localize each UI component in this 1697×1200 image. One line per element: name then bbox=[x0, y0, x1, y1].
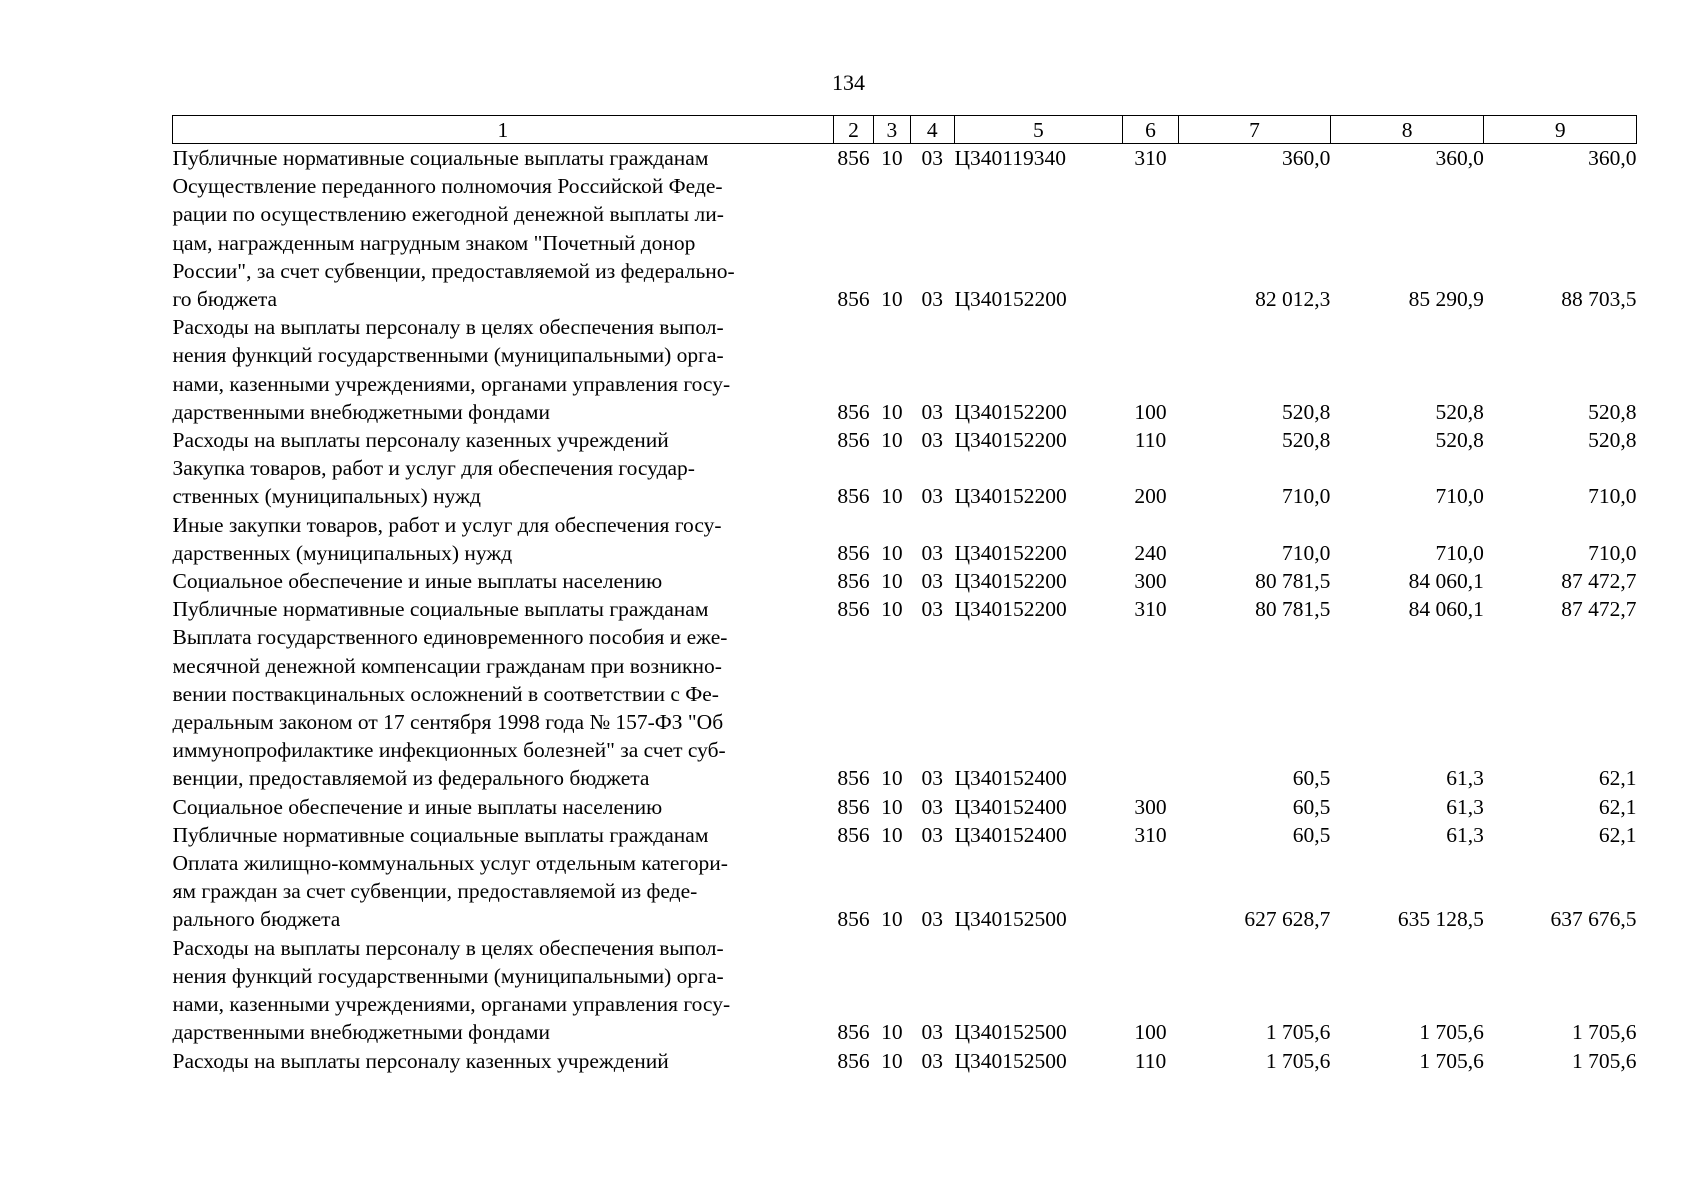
budget-table bbox=[172, 115, 1637, 1075]
code-target-article: Ц340152200 bbox=[954, 540, 1067, 565]
description-line: Выплата государственного единовременного пособия и еже- bbox=[172, 625, 728, 650]
table-row bbox=[173, 426, 1637, 454]
code-ministry: 856 bbox=[837, 1048, 870, 1073]
description-line: Публичные нормативные социальные выплаты гражданам bbox=[172, 822, 709, 847]
code-section: 10 bbox=[881, 399, 903, 424]
code-expense-type: 100 bbox=[1134, 1020, 1167, 1045]
amount-year-3: 520,8 bbox=[1588, 399, 1637, 424]
code-expense-type: 110 bbox=[1134, 1048, 1167, 1073]
column-header: 1 bbox=[173, 116, 834, 144]
code-section: 10 bbox=[881, 1020, 903, 1045]
column-header: 4 bbox=[910, 116, 954, 144]
table-row bbox=[173, 144, 1637, 173]
table-row bbox=[173, 623, 1637, 792]
code-subsection: 03 bbox=[921, 399, 943, 424]
code-section: 10 bbox=[881, 822, 903, 847]
amount-year-3: 637 676,5 bbox=[1550, 907, 1637, 932]
amount-year-3: 88 703,5 bbox=[1561, 287, 1637, 312]
code-section: 10 bbox=[881, 1048, 903, 1073]
amount-year-3: 62,1 bbox=[1598, 766, 1637, 791]
amount-year-3: 1 705,6 bbox=[1572, 1048, 1637, 1073]
description-line: го бюджета bbox=[172, 287, 278, 312]
amount-year-3: 710,0 bbox=[1588, 540, 1637, 565]
code-ministry: 856 bbox=[837, 484, 870, 509]
code-target-article: Ц340152200 bbox=[954, 428, 1067, 453]
code-section: 10 bbox=[881, 794, 903, 819]
amount-year-3: 360,0 bbox=[1588, 146, 1637, 170]
code-expense-type bbox=[1122, 172, 1179, 313]
description-line: Расходы на выплаты персоналу казенных учреждений bbox=[172, 428, 669, 453]
amount-year-1: 60,5 bbox=[1292, 794, 1331, 819]
amount-year-2: 520,8 bbox=[1435, 428, 1484, 453]
row-description bbox=[173, 849, 834, 934]
code-expense-type: 310 bbox=[1134, 822, 1167, 847]
code-target-article: Ц340152500 bbox=[954, 907, 1067, 932]
code-expense-type: 300 bbox=[1134, 794, 1167, 819]
code-ministry: 856 bbox=[837, 287, 870, 312]
amount-year-1: 360,0 bbox=[1281, 146, 1331, 170]
code-target-article: Ц340152200 bbox=[954, 597, 1067, 622]
code-section: 10 bbox=[881, 540, 903, 565]
description-line: рального бюджета bbox=[172, 907, 341, 932]
amount-year-2: 710,0 bbox=[1435, 484, 1484, 509]
description-line: Расходы на выплаты персоналу в целях обеспечения выпол- bbox=[172, 315, 724, 340]
code-expense-type: 300 bbox=[1134, 569, 1167, 594]
description-line: ственных (муниципальных) нужд bbox=[172, 484, 481, 509]
amount-year-2: 1 705,6 bbox=[1419, 1048, 1484, 1073]
code-section: 10 bbox=[881, 287, 903, 312]
code-target-article: Ц340152200 bbox=[954, 484, 1067, 509]
amount-year-1: 1 705,6 bbox=[1265, 1020, 1331, 1045]
code-subsection: 03 bbox=[921, 597, 943, 622]
amount-year-3: 62,1 bbox=[1598, 794, 1637, 819]
amount-year-2: 61,3 bbox=[1446, 766, 1484, 791]
code-subsection: 03 bbox=[921, 794, 943, 819]
amount-year-3: 1 705,6 bbox=[1572, 1020, 1637, 1045]
amount-year-3: 62,1 bbox=[1598, 822, 1637, 847]
description-line: нения функций государственными (муниципальными) орга- bbox=[172, 963, 724, 988]
amount-year-1: 60,5 bbox=[1292, 766, 1331, 791]
row-description bbox=[173, 793, 834, 821]
description-line: месячной денежной компенсации гражданам при возникно- bbox=[172, 653, 722, 678]
amount-year-2: 84 060,1 bbox=[1408, 569, 1484, 594]
description-line: деральным законом от 17 сентября 1998 года № 157-ФЗ "Об bbox=[172, 710, 724, 735]
code-subsection: 03 bbox=[921, 540, 943, 565]
row-description bbox=[173, 172, 834, 313]
amount-year-2: 61,3 bbox=[1446, 822, 1484, 847]
description-line: дарственных (муниципальных) нужд bbox=[172, 540, 513, 565]
code-expense-type: 240 bbox=[1134, 540, 1167, 565]
amount-year-1: 82 012,3 bbox=[1255, 287, 1331, 312]
description-line: ям граждан за счет субвенции, предоставляемой из феде- bbox=[172, 879, 698, 904]
code-section: 10 bbox=[881, 428, 903, 453]
row-description bbox=[173, 934, 834, 1047]
amount-year-1: 80 781,5 bbox=[1255, 597, 1331, 622]
code-target-article: Ц340152500 bbox=[954, 1048, 1067, 1073]
amount-year-1: 627 628,7 bbox=[1244, 907, 1331, 932]
row-description bbox=[173, 454, 834, 510]
code-target-article: Ц340152400 bbox=[954, 766, 1067, 791]
code-target-article: Ц340152200 bbox=[954, 399, 1067, 424]
code-subsection: 03 bbox=[921, 287, 943, 312]
table-row bbox=[173, 793, 1637, 821]
column-header: 7 bbox=[1179, 116, 1331, 144]
amount-year-3: 520,8 bbox=[1588, 428, 1637, 453]
amount-year-3: 87 472,7 bbox=[1561, 569, 1637, 594]
code-ministry: 856 bbox=[837, 540, 870, 565]
code-target-article: Ц340152200 bbox=[954, 569, 1067, 594]
table-body bbox=[173, 144, 1637, 1075]
description-line: Расходы на выплаты персоналу казенных учреждений bbox=[172, 1048, 669, 1073]
code-ministry: 856 bbox=[837, 569, 870, 594]
amount-year-2: 710,0 bbox=[1435, 540, 1484, 565]
code-subsection: 03 bbox=[921, 428, 943, 453]
code-expense-type: 100 bbox=[1134, 399, 1167, 424]
row-description bbox=[173, 567, 834, 595]
code-expense-type bbox=[1122, 849, 1179, 934]
code-subsection: 03 bbox=[921, 907, 943, 932]
amount-year-2: 84 060,1 bbox=[1408, 597, 1484, 622]
table-row bbox=[173, 172, 1637, 313]
amount-year-1: 520,8 bbox=[1281, 428, 1331, 453]
amount-year-1: 80 781,5 bbox=[1255, 569, 1331, 594]
code-section: 10 bbox=[881, 146, 903, 170]
row-description bbox=[173, 426, 834, 454]
description-line: Социальное обеспечение и иные выплаты населению bbox=[172, 569, 663, 594]
description-line: Осуществление переданного полномочия Российской Феде- bbox=[172, 174, 723, 199]
code-target-article: Ц340152200 bbox=[954, 287, 1067, 312]
amount-year-2: 520,8 bbox=[1435, 399, 1484, 424]
code-subsection: 03 bbox=[921, 146, 943, 170]
table-row bbox=[173, 934, 1637, 1047]
description-line: Социальное обеспечение и иные выплаты населению bbox=[172, 794, 663, 819]
code-subsection: 03 bbox=[921, 1020, 943, 1045]
table-header-row bbox=[173, 116, 1637, 144]
row-description bbox=[173, 144, 834, 173]
code-section: 10 bbox=[881, 907, 903, 932]
code-target-article: Ц340152400 bbox=[954, 794, 1067, 819]
amount-year-2: 360,0 bbox=[1435, 146, 1484, 170]
code-section: 10 bbox=[881, 597, 903, 622]
column-header: 5 bbox=[954, 116, 1122, 144]
description-line: нами, казенными учреждениями, органами управления госу- bbox=[172, 371, 731, 396]
description-line: Публичные нормативные социальные выплаты гражданам bbox=[172, 146, 709, 170]
amount-year-1: 1 705,6 bbox=[1265, 1048, 1331, 1073]
description-line: Расходы на выплаты персоналу в целях обеспечения выпол- bbox=[172, 935, 724, 960]
row-description bbox=[173, 595, 834, 623]
row-description bbox=[173, 313, 834, 426]
code-ministry: 856 bbox=[837, 428, 870, 453]
description-line: рации по осуществлению ежегодной денежной выплаты ли- bbox=[172, 202, 724, 227]
row-description bbox=[173, 511, 834, 567]
code-expense-type: 310 bbox=[1134, 146, 1167, 170]
amount-year-1: 520,8 bbox=[1281, 399, 1331, 424]
table-row bbox=[173, 1047, 1637, 1075]
amount-year-2: 61,3 bbox=[1446, 794, 1484, 819]
row-description bbox=[173, 623, 834, 792]
description-line: нами, казенными учреждениями, органами управления госу- bbox=[172, 992, 731, 1017]
amount-year-1: 60,5 bbox=[1292, 822, 1331, 847]
table-row bbox=[173, 821, 1637, 849]
code-target-article: Ц340119340 bbox=[954, 146, 1066, 170]
code-ministry: 856 bbox=[837, 1020, 870, 1045]
code-subsection: 03 bbox=[921, 1048, 943, 1073]
code-subsection: 03 bbox=[921, 766, 943, 791]
code-ministry: 856 bbox=[837, 399, 870, 424]
amount-year-3: 87 472,7 bbox=[1561, 597, 1637, 622]
column-header: 8 bbox=[1330, 116, 1484, 144]
code-subsection: 03 bbox=[921, 822, 943, 847]
code-target-article: Ц340152400 bbox=[954, 822, 1067, 847]
description-line: иммунопрофилактике инфекционных болезней" за счет суб- bbox=[172, 738, 726, 763]
code-expense-type: 110 bbox=[1134, 428, 1167, 453]
column-header: 6 bbox=[1122, 116, 1179, 144]
code-section: 10 bbox=[881, 766, 903, 791]
table-row bbox=[173, 595, 1637, 623]
code-ministry: 856 bbox=[837, 597, 870, 622]
table-row bbox=[173, 567, 1637, 595]
code-ministry: 856 bbox=[837, 146, 870, 170]
amount-year-3: 710,0 bbox=[1588, 484, 1637, 509]
amount-year-2: 1 705,6 bbox=[1419, 1020, 1484, 1045]
description-line: нения функций государственными (муниципальными) орга- bbox=[172, 343, 724, 368]
description-line: цам, награжденным нагрудным знаком "Почетный донор bbox=[172, 230, 696, 255]
code-section: 10 bbox=[881, 484, 903, 509]
code-expense-type bbox=[1122, 623, 1179, 792]
code-expense-type: 200 bbox=[1134, 484, 1167, 509]
description-line: Оплата жилищно-коммунальных услуг отдельным категори- bbox=[172, 851, 728, 876]
code-target-article: Ц340152500 bbox=[954, 1020, 1067, 1045]
amount-year-2: 635 128,5 bbox=[1397, 907, 1484, 932]
table-row bbox=[173, 454, 1637, 510]
code-subsection: 03 bbox=[921, 569, 943, 594]
code-subsection: 03 bbox=[921, 484, 943, 509]
description-line: дарственными внебюджетными фондами bbox=[172, 1020, 550, 1045]
description-line: вении поствакцинальных осложнений в соответствии с Фе- bbox=[172, 681, 719, 706]
table-row bbox=[173, 849, 1637, 934]
amount-year-1: 710,0 bbox=[1281, 540, 1331, 565]
amount-year-2: 85 290,9 bbox=[1408, 287, 1484, 312]
code-ministry: 856 bbox=[837, 794, 870, 819]
column-header: 3 bbox=[874, 116, 910, 144]
description-line: Закупка товаров, работ и услуг для обеспечения государ- bbox=[172, 456, 695, 481]
description-line: Иные закупки товаров, работ и услуг для обеспечения госу- bbox=[172, 512, 722, 537]
description-line: Публичные нормативные социальные выплаты гражданам bbox=[172, 597, 709, 622]
table-row bbox=[173, 511, 1637, 567]
row-description bbox=[173, 821, 834, 849]
column-header: 2 bbox=[833, 116, 873, 144]
amount-year-1: 710,0 bbox=[1281, 484, 1331, 509]
description-line: дарственными внебюджетными фондами bbox=[172, 399, 550, 424]
description-line: венции, предоставляемой из федерального бюджета bbox=[172, 766, 650, 791]
table-row bbox=[173, 313, 1637, 426]
description-line: России", за счет субвенции, предоставляемой из федерально- bbox=[172, 258, 735, 283]
code-ministry: 856 bbox=[837, 822, 870, 847]
code-ministry: 856 bbox=[837, 907, 870, 932]
code-ministry: 856 bbox=[837, 766, 870, 791]
code-expense-type: 310 bbox=[1134, 597, 1167, 622]
row-description bbox=[173, 1047, 834, 1075]
page-number: 134 bbox=[832, 70, 865, 95]
code-section: 10 bbox=[881, 569, 903, 594]
column-header: 9 bbox=[1484, 116, 1637, 144]
